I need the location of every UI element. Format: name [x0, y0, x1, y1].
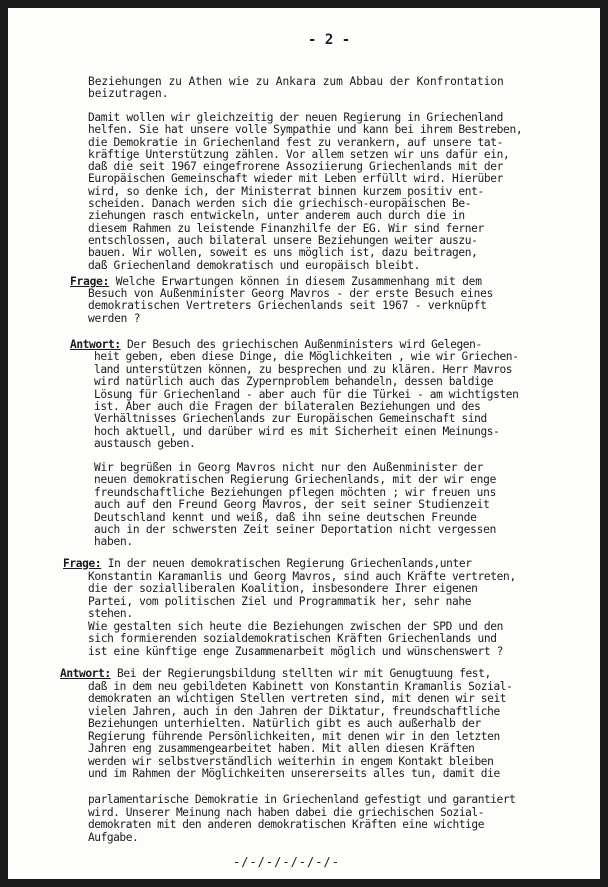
text-line: kräftige Unterstützung zählen. Vor allem setzen wir uns dafür ein, [88, 147, 510, 161]
text-line: parlamentarische Demokratie in Griechenland gefestigt und garantiert [88, 793, 516, 806]
text-line: Beziehungen unterhielten. Natürlich gibt es auch außerhalb der [88, 717, 481, 730]
text-line: Verhältnisses Griechenlands zur Europäischen Gemeinschaft sind [94, 412, 487, 426]
paragraph-support [88, 112, 522, 272]
text-line: Regierung führende Persönlichkeiten, mit denen wir in den letzten [88, 729, 500, 743]
text-line: Jahren eng zusammengearbeitet haben. Mit allen diesen Kräften [88, 742, 475, 755]
answer-text: Bei der Regierungsbildung stellten wir mit Genugtuung fest, [110, 667, 491, 680]
text-line: Wie gestalten sich heute die Beziehungen zwischen der SPD und den [88, 619, 504, 633]
text-line: Europäischen Gemeinschaft wieder mit Leben erfüllt wird. Hierüber [88, 172, 504, 186]
text-line: Aufgabe. [88, 830, 139, 844]
text-line: ziehungen rasch entwickeln, unter anderem auch durch die in [88, 209, 465, 223]
text-line: auch auf den Freund Georg Mavros, der seit seiner Studienzeit [94, 498, 490, 512]
question-label: Frage: [63, 557, 102, 570]
page-number: - 2 - [308, 32, 351, 48]
text-line: die der sozialliberalen Koalition, insbesondere Ihrer eigenen [88, 582, 478, 595]
text-line: ist. Aber auch die Fragen der bilateralen Beziehungen und des [94, 400, 481, 414]
text-line: Lösung für Griechenland - aber auch für die Türkei - am wichtigsten [94, 387, 519, 401]
text-line: demokraten mit den anderen demokratischen Kräften eine wichtige [88, 818, 484, 831]
text-line: werden wir selbstverständlich weiterhin in engem Kontakt bleiben [88, 754, 494, 768]
text-line: entschlossen, auch bilateral unsere Beziehungen weiter auszu- [88, 233, 478, 247]
text-line: Beziehungen zu Athen wie zu Ankara zum Abbau der Konfrontation [88, 75, 504, 88]
end-marker: -/-/-/-/-/-/- [233, 855, 340, 869]
text-line: werden ? [88, 311, 141, 325]
text-line: beizutragen. [88, 87, 169, 101]
text-line: Konstantin Karamanlis und Georg Mavros, sind auch Kräfte vertreten, [88, 569, 516, 583]
answer-label: Antwort: [70, 338, 121, 351]
answer-label: Antwort: [60, 667, 111, 680]
text-line: hoch aktuell, und darüber wird es mit Sicherheit einen Meinungs- [94, 424, 500, 438]
text-line: scheiden. Danach werden sich die griechisch-europäischen Be- [88, 197, 472, 211]
text-line [60, 668, 512, 681]
answer-1 [70, 339, 518, 451]
text-line: vielen Jahren, auch in den Jahren der Diktatur, freundschaftliche [88, 704, 500, 718]
text-line: wird natürlich auch das Zypernproblem behandeln, dessen baldige [94, 375, 494, 389]
text-line: und im Rahmen der Möglichkeiten unsererseits alles tun, damit die [88, 767, 500, 780]
text-line: demokraten an wichtigen Stellen vertreten sind, mit denen wir seit [88, 692, 507, 705]
text-line: diesem Rahmen zu leistende Finanzhilfe der EG. Wir sind ferner [88, 221, 484, 235]
text-line: bauen. Wir wollen, soweit es uns möglich ist, dazu beitragen, [88, 246, 478, 260]
text-line: freundschaftliche Beziehungen pflegen möchten ; wir freuen uns [94, 485, 497, 499]
answer-2 [60, 668, 512, 781]
document-page [8, 8, 600, 879]
text-line: daß die seit 1967 eingefrorene Assoziierung Griechenlands mit der [88, 160, 504, 174]
question-label: Frage: [70, 275, 110, 288]
text-line: ist eine künftige enge Zusammenarbeit möglich und wünschenswert ? [88, 644, 504, 658]
text-line: stehen. [88, 607, 133, 620]
text-line: helfen. Sie hat unsere volle Sympathie und kann bei ihrem Bestreben, [88, 123, 523, 137]
text-line: Partei, vom politischen Ziel und Programmatik her, sehr nahe [88, 594, 472, 608]
text-line: austausch geben. [94, 437, 196, 451]
question-1 [70, 276, 493, 325]
text-line: wird, so denke ich, der Ministerrat binnen kurzem positiv ent- [88, 184, 484, 198]
question-2 [63, 558, 516, 658]
paragraph-final [88, 794, 515, 844]
text-line: haben. [94, 535, 133, 549]
text-line: heit geben, eben diese Dinge, die Möglichkeiten , wie wir Griechen- [94, 350, 519, 364]
question-text: Welche Erwartungen können in diesem Zusammenhang mit dem [109, 275, 482, 288]
text-line: daß in dem neu gebildeten Kabinett von Konstantin Kramanlis Sozial- [88, 679, 513, 693]
text-line: auch in der schwersten Zeit seiner Deportation nicht vergessen [94, 523, 497, 537]
text-line: Besuch von Außenminister Georg Mavros - der erste Besuch eines [88, 287, 494, 301]
text-line: demokratischen Vertreters Griechenlands seit 1967 - verknüpft [88, 299, 487, 313]
text-line: die Demokratie in Griechenland fest zu verankern, auf unsere tat- [88, 135, 504, 149]
text-line: wird. Unserer Meinung nach haben dabei die griechischen Sozial- [88, 805, 484, 819]
question-text: In der neuen demokratischen Regierung Griechenlands,unter [101, 557, 472, 570]
paragraph-intro [88, 76, 504, 100]
paragraph-welcome [94, 462, 496, 549]
text-line: land unterstützen können, zu besprechen und zu klären. Herr Mavros [94, 362, 513, 376]
answer-text: Der Besuch des griechischen Außenministers wird Gelegen- [120, 338, 482, 351]
text-line: sich formierenden sozialdemokratischen Kräften Griechenlands und [88, 632, 497, 645]
text-line: Deutschland kennt und weiß, daß ihn seine deutschen Freunde [94, 510, 477, 524]
text-line: Damit wollen wir gleichzeitig der neuen Regierung in Griechenland [88, 111, 504, 124]
text-line [63, 558, 516, 571]
text-line: daß Griechenland demokratisch und europäisch bleibt. [88, 258, 421, 272]
text-line: neuen demokratischen Regierung Griechenlands, mit der wir enge [94, 473, 497, 487]
text-line: Wir begrüßen in Georg Mavros nicht nur den Außenminister der [94, 461, 484, 474]
